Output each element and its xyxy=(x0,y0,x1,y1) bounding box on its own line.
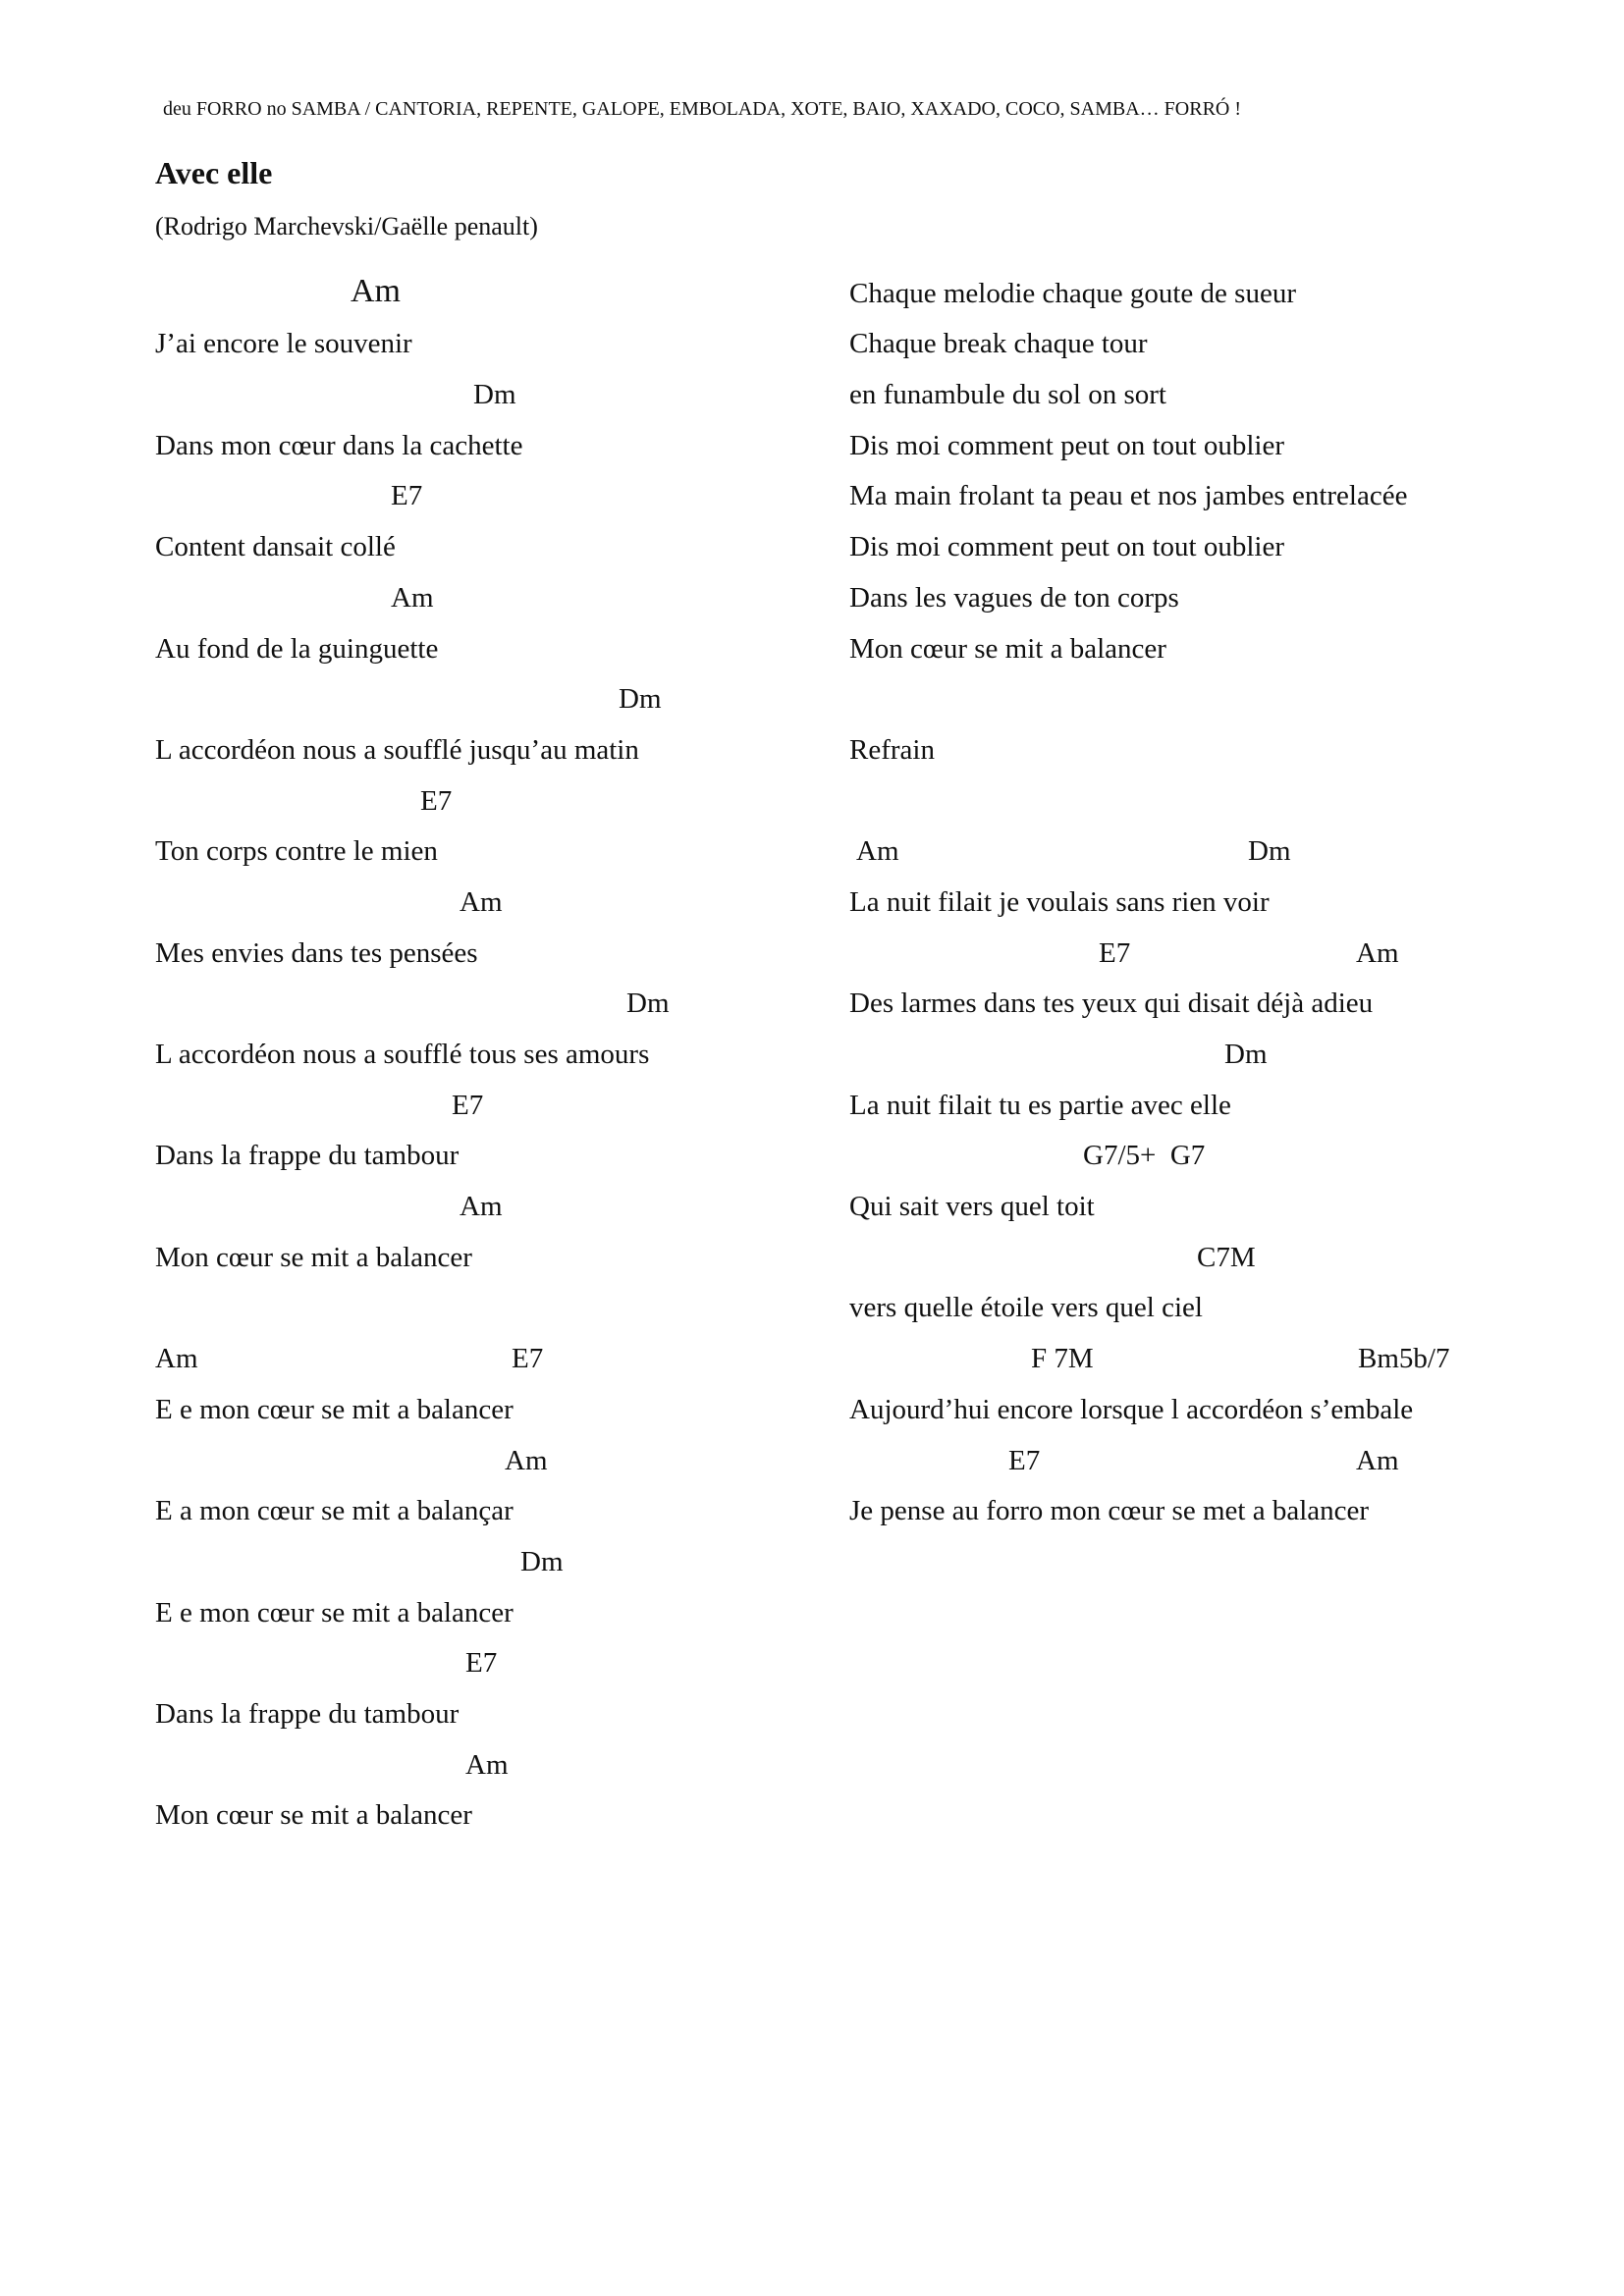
chord-symbol: E7 xyxy=(512,1343,544,1375)
lyric-text: Ma main frolant ta peau et nos jambes entrelacée xyxy=(849,480,1408,512)
lyric-line xyxy=(849,366,1596,417)
lyric-text: Qui sait vers quel toit xyxy=(849,1191,1095,1223)
chord-symbol: Dm xyxy=(1224,1039,1268,1070)
lyric-line xyxy=(155,1483,803,1534)
lyric-text: Dans la frappe du tambour xyxy=(155,1697,460,1730)
chord-symbol: Am xyxy=(505,1444,548,1476)
running-header: deu FORRO no SAMBA / CANTORIA, REPENTE, GALOPE, EMBOLADA, XOTE, BAIO, XAXADO, COCO, SAMBA… FORRÓ ! xyxy=(163,98,1242,120)
chord-symbol: Dm xyxy=(626,988,670,1020)
chord-symbol: E7 xyxy=(465,1647,498,1680)
lyric-line xyxy=(155,1685,803,1736)
chord-symbol: E7 xyxy=(1008,1444,1041,1476)
lyric-line xyxy=(849,569,1596,620)
chord-symbol: Bm5b/7 xyxy=(1358,1343,1450,1375)
lyric-line xyxy=(155,1229,803,1280)
lyric-text: Aujourd’hui encore lorsque l accordéon s’embale xyxy=(849,1393,1414,1425)
lyric-text: E e mon cœur se mit a balancer xyxy=(155,1596,514,1629)
lyric-line xyxy=(849,1280,1596,1331)
chord-line xyxy=(155,569,803,620)
lyric-line xyxy=(155,518,803,569)
chord-line xyxy=(849,1330,1596,1381)
lyric-text: Dans les vagues de ton corps xyxy=(849,581,1179,614)
lyric-line xyxy=(849,1178,1596,1229)
chord-symbol: Am xyxy=(391,581,434,614)
chord-symbol: E7 xyxy=(1099,936,1131,969)
lyric-text: L accordéon nous a soufflé jusqu’au matin xyxy=(155,733,639,766)
lyric-text: Dis moi comment peut on tout oublier xyxy=(849,429,1285,461)
lyric-line xyxy=(155,1026,803,1077)
lyric-line xyxy=(849,468,1596,519)
chord-line xyxy=(849,824,1596,875)
chord-symbol: Am xyxy=(465,1748,509,1781)
lyric-line xyxy=(155,417,803,468)
chord-symbol: Am xyxy=(1356,1444,1399,1476)
left-column xyxy=(155,265,803,1838)
lyric-line xyxy=(849,417,1596,468)
chord-line xyxy=(155,1533,803,1584)
lyric-line xyxy=(849,316,1596,367)
chord-line xyxy=(155,366,803,417)
lyric-line xyxy=(155,316,803,367)
lyric-line xyxy=(849,265,1596,316)
chord-line xyxy=(155,1077,803,1128)
lyric-text: vers quelle étoile vers quel ciel xyxy=(849,1292,1203,1324)
lyric-text: Dis moi comment peut on tout oublier xyxy=(849,531,1285,563)
right-column xyxy=(849,265,1596,1533)
chord-line xyxy=(155,1178,803,1229)
lyric-line xyxy=(155,620,803,671)
chord-line xyxy=(155,1736,803,1788)
lyric-text: Ton corps contre le mien xyxy=(155,835,438,868)
lyric-line xyxy=(849,976,1596,1027)
blank-line xyxy=(155,1280,803,1331)
chord-symbol: Am xyxy=(460,885,503,918)
chord-symbol: Am xyxy=(155,1343,198,1375)
lyric-line xyxy=(155,1381,803,1432)
chord-symbol: Am xyxy=(351,272,401,309)
lyric-line xyxy=(155,721,803,773)
lyric-text: Dans la frappe du tambour xyxy=(155,1140,460,1172)
lyric-line xyxy=(155,1128,803,1179)
lyric-text: L accordéon nous a soufflé tous ses amours xyxy=(155,1039,650,1070)
song-title: Avec elle xyxy=(155,155,273,190)
chord-line xyxy=(849,925,1596,976)
lyric-line xyxy=(155,1584,803,1635)
lyric-text: Chaque break chaque tour xyxy=(849,328,1148,360)
chord-symbol: Am xyxy=(460,1191,503,1223)
blank-line xyxy=(849,773,1596,824)
chord-symbol: G7/5+ G7 xyxy=(1083,1140,1206,1172)
lyric-text: Content dansait collé xyxy=(155,531,396,563)
chord-line xyxy=(849,1229,1596,1280)
chord-symbol: Dm xyxy=(520,1545,564,1577)
chord-line xyxy=(155,671,803,722)
lyric-line xyxy=(849,1077,1596,1128)
chord-symbol: Dm xyxy=(619,683,662,716)
lyric-line xyxy=(155,925,803,976)
lyric-text: Je pense au forro mon cœur se met a balancer xyxy=(849,1495,1370,1527)
blank-line xyxy=(849,671,1596,722)
lyric-text: E a mon cœur se mit a balançar xyxy=(155,1495,514,1527)
chord-symbol: Am xyxy=(1356,936,1399,969)
lyric-line xyxy=(849,1483,1596,1534)
chord-symbol: E7 xyxy=(452,1089,484,1121)
lyric-text: J’ai encore le souvenir xyxy=(155,328,412,360)
lyric-text: en funambule du sol on sort xyxy=(849,379,1166,411)
chord-symbol: F 7M xyxy=(1031,1343,1094,1375)
lyric-line xyxy=(849,1381,1596,1432)
lyric-text: La nuit filait je voulais sans rien voir xyxy=(849,885,1270,918)
lyric-text: Mes envies dans tes pensées xyxy=(155,936,478,969)
chord-line xyxy=(849,1432,1596,1483)
chord-symbol: E7 xyxy=(420,784,453,817)
chord-symbol: Dm xyxy=(1248,835,1291,868)
chord-line xyxy=(155,1432,803,1483)
lyric-text: Mon cœur se mit a balancer xyxy=(849,632,1166,665)
lyric-text: La nuit filait tu es partie avec elle xyxy=(849,1089,1231,1121)
chord-symbol: Am xyxy=(856,835,899,868)
chord-line xyxy=(155,265,803,316)
lyric-text: Dans mon cœur dans la cachette xyxy=(155,429,523,461)
lyric-text: Refrain xyxy=(849,733,935,766)
lyric-text: Au fond de la guinguette xyxy=(155,632,439,665)
lyric-text: Mon cœur se mit a balancer xyxy=(155,1799,472,1832)
lyric-line xyxy=(155,824,803,875)
lyric-line xyxy=(155,1788,803,1839)
lyric-text: Des larmes dans tes yeux qui disait déjà adieu xyxy=(849,988,1374,1020)
lyric-text: Chaque melodie chaque goute de sueur xyxy=(849,277,1296,309)
chord-line xyxy=(155,1635,803,1686)
lyric-line xyxy=(849,874,1596,925)
chord-line xyxy=(155,976,803,1027)
chord-line xyxy=(849,1128,1596,1179)
chord-symbol: Dm xyxy=(473,379,516,411)
lyric-text: E e mon cœur se mit a balancer xyxy=(155,1393,514,1425)
chord-line xyxy=(155,1330,803,1381)
chord-line xyxy=(155,874,803,925)
chord-line xyxy=(155,773,803,824)
lyric-text: Mon cœur se mit a balancer xyxy=(155,1241,472,1273)
lyric-line xyxy=(849,620,1596,671)
chord-line xyxy=(849,1026,1596,1077)
lyric-line xyxy=(849,518,1596,569)
chord-symbol: C7M xyxy=(1197,1241,1256,1273)
lyric-line xyxy=(849,721,1596,773)
song-authors: (Rodrigo Marchevski/Gaëlle penault) xyxy=(155,212,538,240)
chord-line xyxy=(155,468,803,519)
chord-symbol: E7 xyxy=(391,480,423,512)
